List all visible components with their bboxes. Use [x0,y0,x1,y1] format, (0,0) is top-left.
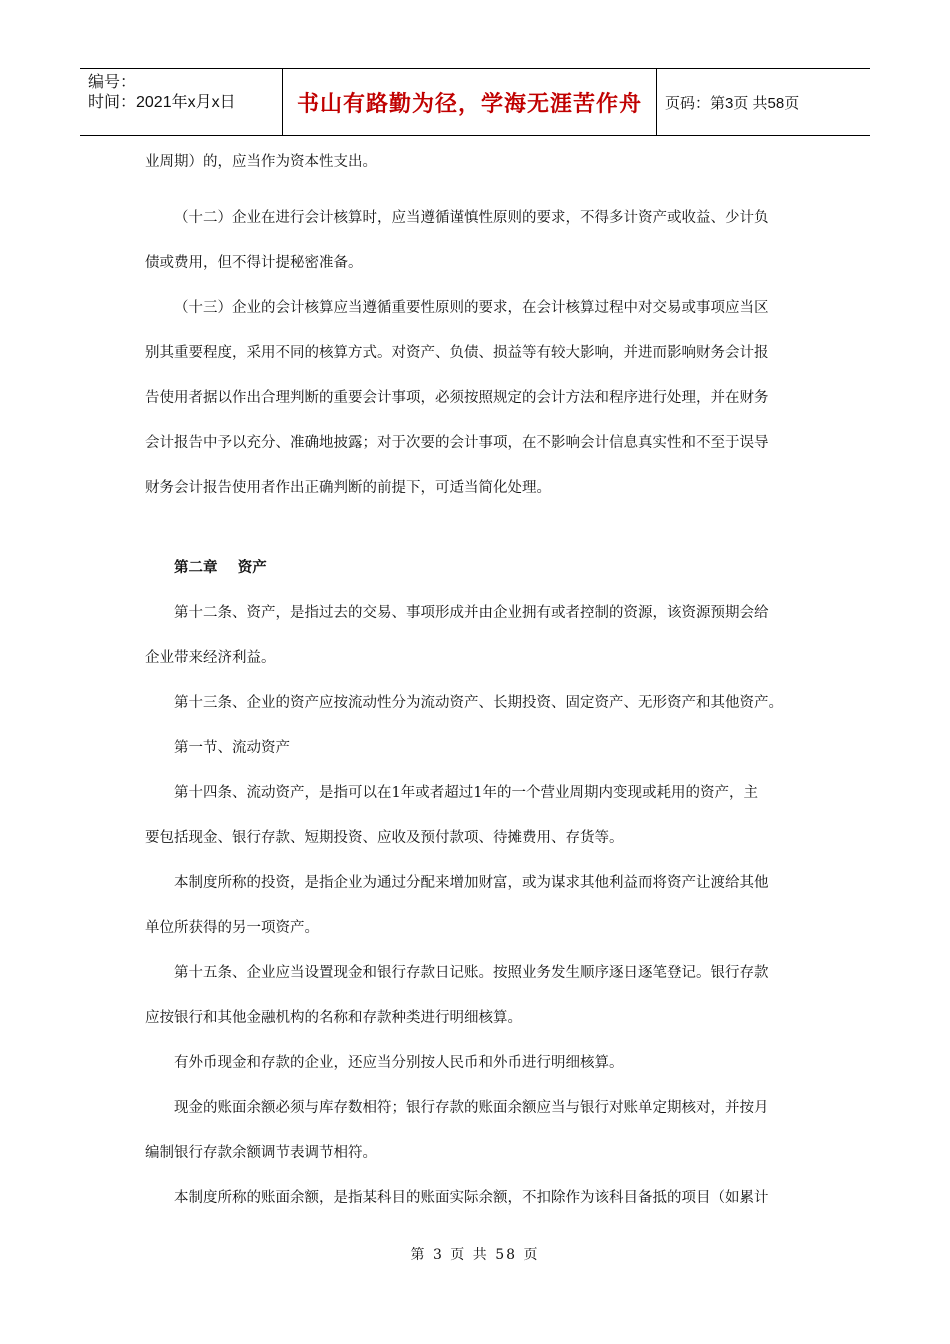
text-line: 本制度所称的账面余额，是指某科目的账面实际余额，不扣除作为该科目备抵的项目（如累计 [174,1190,769,1206]
text-line: 要包括现金、银行存款、短期投资、应收及预付款项、待摊费用、存货等。 [145,830,624,846]
section-heading: 第一节、流动资产 [174,740,290,756]
text-line: 第十二条、资产，是指过去的交易、事项形成并由企业拥有或者控制的资源，该资源预期会给 [174,605,769,621]
text-line: 告使用者据以作出合理判断的重要会计事项，必须按照规定的会计方法和程序进行处理，并在财务 [145,390,769,406]
text-line: 财务会计报告使用者作出正确判断的前提下，可适当简化处理。 [145,480,551,496]
text-line: （十三）企业的会计核算应当遵循重要性原则的要求，在会计核算过程中对交易或事项应当区 [174,300,769,316]
text-line: 第十四条、流动资产，是指可以在1年或者超过1年的一个营业周期内变现或耗用的资产，主 [174,785,758,801]
text-line: 应按银行和其他金融机构的名称和存款种类进行明细核算。 [145,1010,522,1026]
text-line: 第十五条、企业应当设置现金和银行存款日记账。按照业务发生顺序逐日逐笔登记。银行存款 [174,965,769,981]
text-line: 单位所获得的另一项资产。 [145,920,319,936]
page-number-label: 页码：第3页 共58页 [665,94,800,112]
document-header [80,68,870,136]
text-line: 现金的账面余额必须与库存数相符；银行存款的账面余额应当与银行对账单定期核对，并按月 [174,1100,769,1116]
chapter-heading: 第二章 资产 [174,559,267,576]
text-line: 企业带来经济利益。 [145,650,276,666]
header-motto: 书山有路勤为径，学海无涯苦作舟 [282,69,657,135]
text-line: 债或费用，但不得计提秘密准备。 [145,255,363,271]
text-line: 别其重要程度，采用不同的核算方式。对资产、负债、损益等有较大影响，并进而影响财务会计报 [145,345,769,361]
text-line: 有外币现金和存款的企业，还应当分别按人民币和外币进行明细核算。 [174,1055,624,1071]
text-line: 会计报告中予以充分、准确地披露；对于次要的会计事项，在不影响会计信息真实性和不至于误导 [145,435,769,451]
document-time-label: 时间：2021年x月x日 [88,94,236,111]
header-page-number [657,69,870,135]
text-line: 第十三条、企业的资产应按流动性分为流动资产、长期投资、固定资产、无形资产和其他资产。 [174,695,783,711]
header-left-cell [80,69,282,135]
text-line: 编制银行存款余额调节表调节相符。 [145,1145,377,1161]
text-line: （十二）企业在进行会计核算时，应当遵循谨慎性原则的要求，不得多计资产或收益、少计负 [174,210,769,226]
text-line: 业周期）的，应当作为资本性支出。 [145,154,377,170]
page-footer: 第 3 页 共 58 页 [410,1247,540,1263]
text-line: 本制度所称的投资，是指企业为通过分配来增加财富，或为谋求其他利益而将资产让渡给其他 [174,875,769,891]
document-number-label: 编号： [88,74,137,91]
